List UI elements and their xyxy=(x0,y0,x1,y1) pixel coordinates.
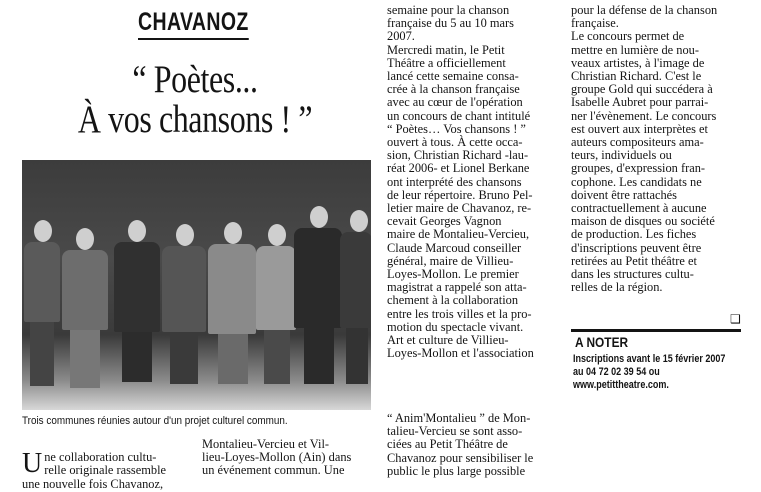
note-rule xyxy=(571,329,741,332)
article-col3-top: semaine pour la chanson française du 5 au 10 mars 2007. Mercredi matin, le Petit Théâtre a officiellement lancé cette semaine consa- crée à la chanson française avec au cœur de l'opération un concours de chant intitulé “ Poètes… Vos chansons ! ” ouvert à tous. À cette occa- sion, Christian Richard -lau- réat 2006- et Lionel Berkane ont interprété des chansons de leur répertoire. Bruno Pel- letier maire de Chavanoz, re- cevait Georges Vagnon maire de Montalieu-Vercieu, Claude Marcoud conseiller général, maire de Villieu- Loyes-Mollon. Le premier magistrat a rappelé son atta- chement à la collaboration entre les trois villes et la pro- motion du spectacle vivant. Art et culture de Villieu- Loyes-Mollon et l'association xyxy=(387,4,534,361)
note-title: A NOTER xyxy=(575,334,629,350)
article-col2-bottom: Montalieu-Vercieu et Vil- lieu-Loyes-Mollon (Ain) dans un événement commun. Une xyxy=(202,438,352,478)
article-col4-top: pour la défense de la chanson française. Le concours permet de mettre en lumière de nou- veaux artistes, à l'image de Christian Richard. C'est le groupe Gold qui succédera à Isabelle Aubret pour parrai- ner l'évènement. Le concours est ouvert aux interprètes et auteurs compositeurs ama- teurs, individuels ou groupes, d'expression fran- cophone. Les candidats ne doivent être rattachés contractuellement à aucune maison de disques ou société de production. Les fiches d'inscriptions peuvent être retirées au Petit théâtre et dans les structures cultu- relles de la région. xyxy=(571,4,718,295)
article-col3-bottom: “ Anim'Montalieu ” de Mon- talieu-Vercieu se sont asso- ciées au Petit Théâtre de Chavanoz pour sensibiliser le public le plus large possible xyxy=(387,412,534,478)
article-col1-bottom xyxy=(22,438,190,492)
group-photo xyxy=(22,160,371,410)
kicker-title: CHAVANOZ xyxy=(138,8,249,40)
drop-cap: U xyxy=(22,448,43,480)
end-mark: ❑ xyxy=(730,312,741,326)
col1-text: ne collaboration cultu- relle originale rassemble une nouvelle fois Chavanoz, xyxy=(22,450,167,491)
headline: “ Poètes... À vos chansons ! ” xyxy=(77,58,313,141)
note-text: Inscriptions avant le 15 février 2007 au 04 72 02 39 54 ou www.petittheatre.com. xyxy=(573,353,726,391)
photo-caption: Trois communes réunies autour d'un projet culturel commun. xyxy=(22,415,288,427)
